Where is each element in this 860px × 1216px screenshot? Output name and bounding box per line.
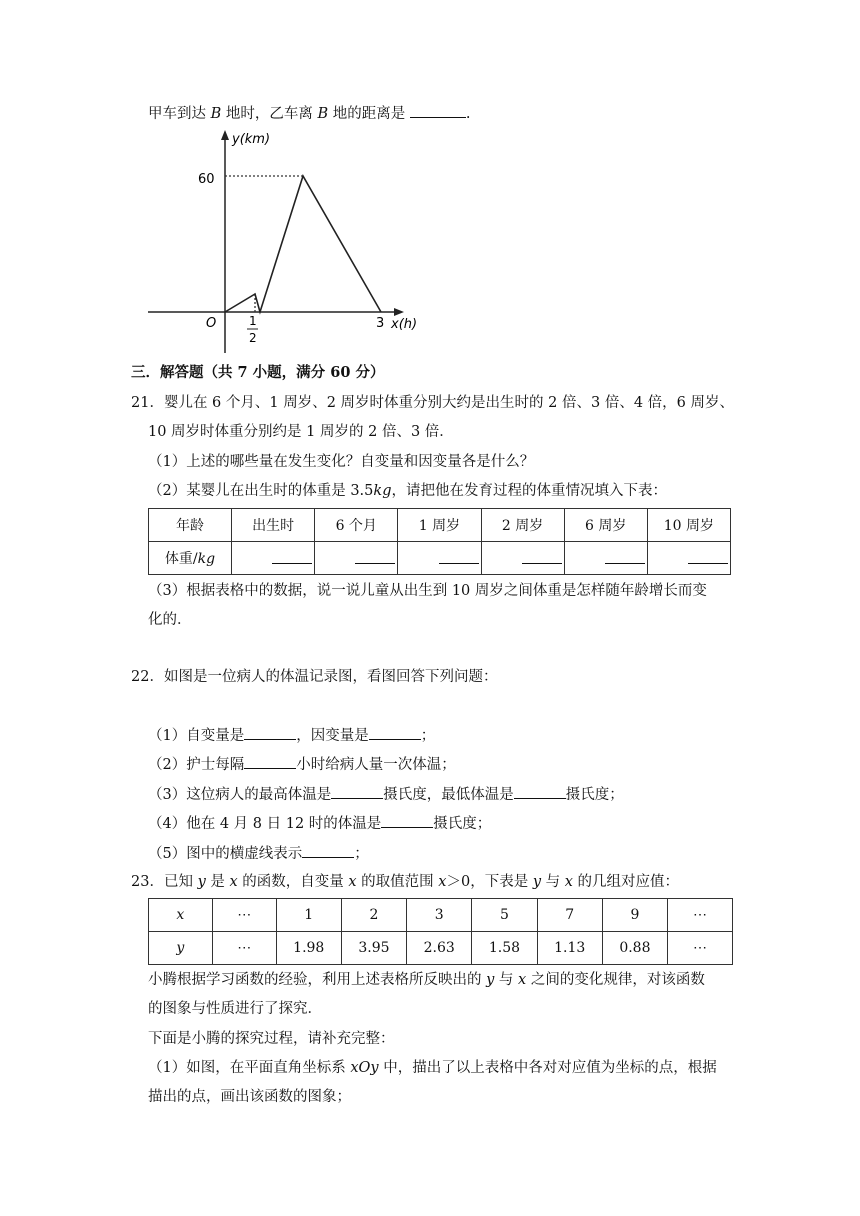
answer-blank[interactable] xyxy=(522,549,562,564)
text: 摄氏度； xyxy=(565,787,624,803)
answer-cell[interactable] xyxy=(315,542,398,575)
text: 小时给病人量一次体温； xyxy=(296,757,456,773)
answer-blank[interactable] xyxy=(514,784,566,799)
table-cell: 1.58 xyxy=(472,932,537,965)
text: x xyxy=(348,874,357,890)
text: 与 xyxy=(494,972,519,988)
answer-blank[interactable] xyxy=(605,549,645,564)
q22-sub3 xyxy=(148,784,624,805)
q21-sub3-line2: 化的． xyxy=(148,612,192,628)
x-tick-label-denominator: 2 xyxy=(249,331,257,345)
answer-blank[interactable] xyxy=(244,754,296,769)
table-cell: 3.95 xyxy=(341,932,406,965)
y-axis-label: y(km) xyxy=(232,132,271,147)
table-cell: y xyxy=(149,932,213,965)
text: ； xyxy=(420,728,436,744)
distance-time-graph xyxy=(148,128,420,354)
table-cell: ⋯ xyxy=(668,932,733,965)
q21-sub1: （1）上述的哪些量在发生变化？自变量和因变量各是什么？ xyxy=(148,454,535,470)
table-row xyxy=(149,932,733,965)
text: 是 xyxy=(205,874,230,890)
text: x xyxy=(518,972,527,988)
x-tick-label-numerator: 1 xyxy=(249,314,257,328)
table-header: 1 周岁 xyxy=(398,509,481,542)
text: （3）这位病人的最高体温是 xyxy=(148,787,332,803)
q21-sub2 xyxy=(148,481,667,501)
text: （2）某婴儿在出生时的体重是 3.5 xyxy=(148,483,374,499)
table-row xyxy=(149,542,731,575)
x-axis-label: x(h) xyxy=(391,317,418,332)
table-cell: 3 xyxy=(407,899,472,932)
text: B xyxy=(210,106,222,122)
y-axis-arrow xyxy=(221,130,229,140)
text: y xyxy=(486,972,495,988)
text: ，请把他在发育过程的体重情况填入下表： xyxy=(391,483,667,499)
q21-line1: 21．婴儿在 6 个月、1 周岁、2 周岁时体重分别大约是出生时的 2 倍、3 倍、4 倍，6 周岁、 xyxy=(131,395,735,411)
q22-sub5 xyxy=(148,843,369,864)
table-header: 年龄 xyxy=(149,509,232,542)
table-header: 2 周岁 xyxy=(481,509,564,542)
q23-para2: 的图象与性质进行了探究． xyxy=(148,1001,322,1017)
q23-sub1 xyxy=(148,1058,717,1078)
answer-cell[interactable] xyxy=(564,542,647,575)
text: 中，描出了以上表格中各对对应值为坐标的点，根据 xyxy=(378,1060,717,1076)
answer-blank[interactable] xyxy=(381,813,433,828)
table-cell: 2 xyxy=(341,899,406,932)
origin-label: O xyxy=(206,316,217,331)
table-cell: ⋯ xyxy=(668,899,733,932)
section-heading: 三．解答题（共 7 小题，满分 60 分） xyxy=(131,364,385,381)
table-header: 出生时 xyxy=(232,509,315,542)
table-cell: x xyxy=(149,899,213,932)
text: （4）他在 4 月 8 日 12 时的体温是 xyxy=(148,816,382,832)
table-cell: ⋯ xyxy=(212,899,276,932)
text: （1）如图，在平面直角坐标系 xyxy=(148,1060,351,1076)
y-tick-label: 60 xyxy=(198,172,215,187)
text: ； xyxy=(354,846,369,862)
answer-blank[interactable] xyxy=(244,725,296,740)
answer-blank[interactable] xyxy=(331,784,383,799)
q23-para3: 下面是小腾的探究过程，请补充完整： xyxy=(148,1031,395,1047)
text: . xyxy=(465,106,471,122)
text: （2）护士每隔 xyxy=(148,757,245,773)
text: 体重/ xyxy=(164,551,198,567)
answer-blank[interactable] xyxy=(355,549,395,564)
text: 的取值范围 xyxy=(356,874,439,890)
table-cell: ⋯ xyxy=(212,932,276,965)
text: x xyxy=(229,874,238,890)
row-label xyxy=(149,542,232,575)
table-header: 6 周岁 xyxy=(564,509,647,542)
text: B xyxy=(317,106,329,122)
text: 的函数，自变量 xyxy=(237,874,349,890)
text: 小腾根据学习函数的经验，利用上述表格所反映出的 xyxy=(148,972,487,988)
text: 与 xyxy=(541,874,565,890)
data-line xyxy=(225,176,381,312)
text: 摄氏度； xyxy=(433,816,492,832)
table-cell: 1.13 xyxy=(537,932,602,965)
text: 地的距离是 xyxy=(332,106,406,122)
q21-sub3-line1: （3）根据表格中的数据，说一说儿童从出生到 10 周岁之间体重是怎样随年龄增长而变 xyxy=(148,583,707,599)
table-cell: 5 xyxy=(472,899,537,932)
q23-sub1-cont: 描出的点，画出该函数的图象； xyxy=(148,1089,351,1105)
answer-blank[interactable] xyxy=(410,103,466,118)
table-row xyxy=(149,509,731,542)
text: x xyxy=(438,874,447,890)
q22-sub4 xyxy=(148,813,491,834)
table-header: 6 个月 xyxy=(315,509,398,542)
text: xOy xyxy=(350,1060,379,1076)
table-cell: 7 xyxy=(537,899,602,932)
table-cell: 9 xyxy=(602,899,667,932)
table-cell: 2.63 xyxy=(407,932,472,965)
text: （5）图中的横虚线表示 xyxy=(148,846,303,862)
table-cell: 0.88 xyxy=(602,932,667,965)
text: 甲车到达 xyxy=(148,106,206,122)
text: ，因变量是 xyxy=(296,728,369,744)
text: ＞0，下表是 xyxy=(446,874,533,890)
answer-blank[interactable] xyxy=(439,549,479,564)
text: kg xyxy=(197,551,216,567)
x-tick-label-3: 3 xyxy=(376,316,385,331)
table-cell: 1.98 xyxy=(276,932,341,965)
table-header: 10 周岁 xyxy=(647,509,730,542)
answer-blank[interactable] xyxy=(369,725,421,740)
text: kg xyxy=(373,483,392,499)
answer-cell[interactable] xyxy=(232,542,315,575)
text: 的几组对应值： xyxy=(572,874,680,890)
q22-line1: 22．如图是一位病人的体温记录图，看图回答下列问题： xyxy=(131,669,498,685)
q22-sub2 xyxy=(148,754,456,775)
table-row xyxy=(149,899,733,932)
answer-blank[interactable] xyxy=(272,549,312,564)
answer-cell[interactable] xyxy=(398,542,481,575)
text: 23．已知 xyxy=(131,874,198,890)
table-cell: 1 xyxy=(276,899,341,932)
text: 地时，乙车离 xyxy=(225,106,313,122)
text: y xyxy=(197,874,206,890)
answer-cell[interactable] xyxy=(481,542,564,575)
text: y xyxy=(532,874,542,890)
q22-sub1 xyxy=(148,725,435,746)
text: 摄氏度，最低体温是 xyxy=(383,787,514,803)
q23-line1 xyxy=(131,872,679,892)
answer-blank[interactable] xyxy=(688,549,728,564)
xy-table xyxy=(148,898,733,965)
x-axis-arrow xyxy=(394,308,404,316)
text: （1）自变量是 xyxy=(148,728,245,744)
q21-line2: 10 周岁时体重分别约是 1 周岁的 2 倍、3 倍． xyxy=(148,424,454,440)
answer-cell[interactable] xyxy=(647,542,730,575)
answer-blank[interactable] xyxy=(302,843,354,858)
text: 之间的变化规律，对该函数 xyxy=(526,972,705,988)
q20-tail-line xyxy=(148,103,470,124)
weight-table xyxy=(148,508,731,575)
text: x xyxy=(564,874,573,890)
q23-para1 xyxy=(148,970,705,990)
